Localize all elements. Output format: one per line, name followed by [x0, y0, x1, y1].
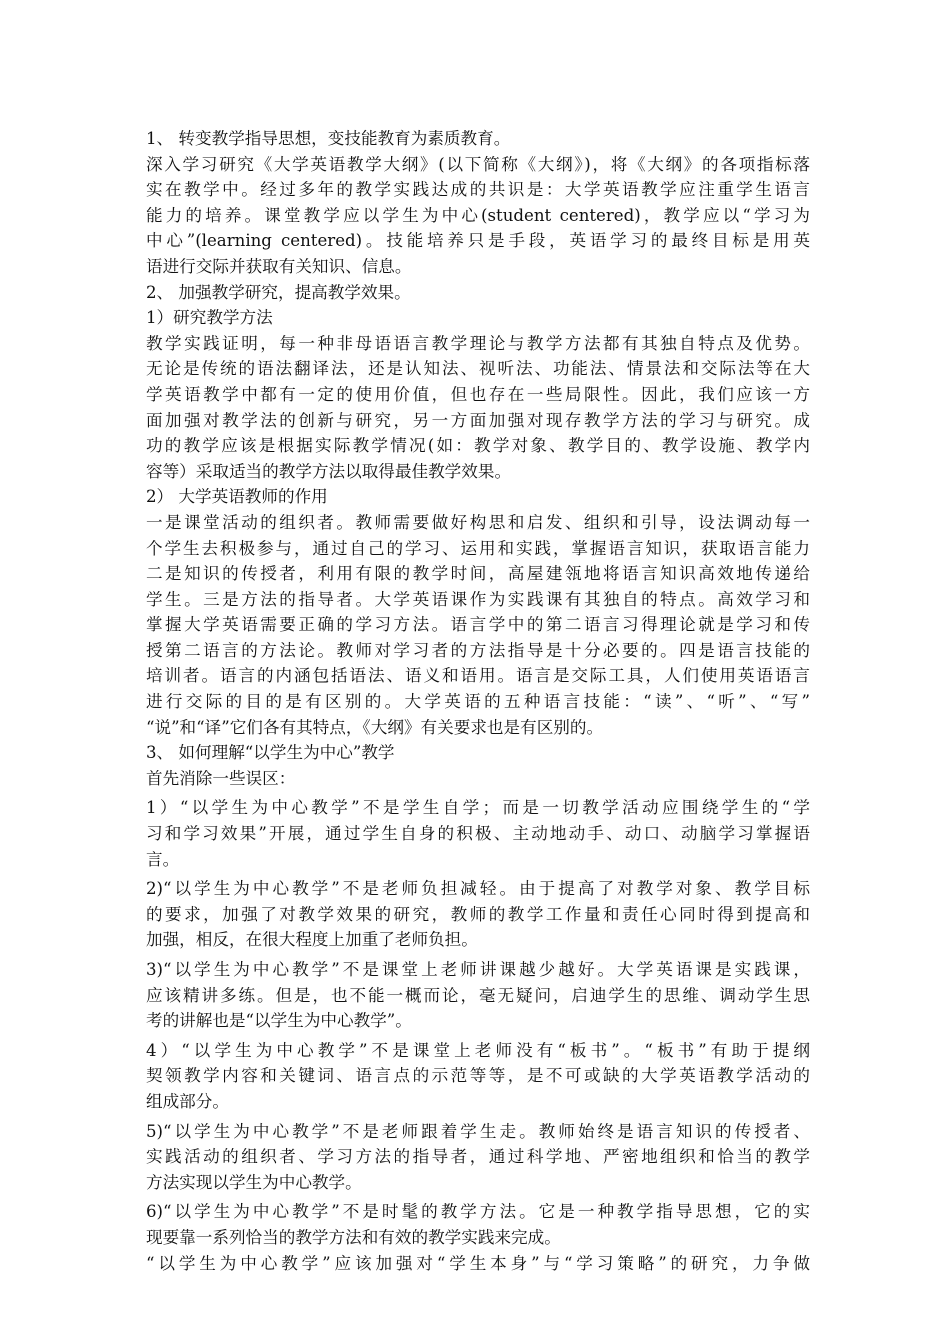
- section-1-paragraph: [146, 152, 810, 280]
- item-line: 习和学习效果”开展，通过学生自身的积极、主动地动手、动口、动脑学习掌握语: [146, 824, 810, 844]
- paragraph-line: “说”和“译”它们各有其特点，《大纲》有关要求也是有区别的。: [146, 717, 604, 737]
- item-line: 3)“以学生为中心教学”不是课堂上老师讲课越少越好。大学英语课是实践课，: [146, 960, 810, 979]
- item-line: 言。: [146, 849, 180, 869]
- paragraph-line: 个学生去积极参与，通过自己的学习、运用和实践，掌握语言知识，获取语言能力: [146, 538, 810, 558]
- paragraph-line: 中心”(learning centered)。技能培养只是手段，英语学习的最终目标是用英: [146, 231, 810, 251]
- paragraph-line: 能力的培养。课堂教学应以学生为中心(student centered)，教学应以“学习为: [146, 205, 810, 225]
- paragraph-line: 无论是传统的语法翻译法，还是认知法、视听法、功能法、情景法和交际法等在大: [146, 359, 810, 379]
- item-line: 1）“以学生为中心教学”不是学生自学；而是一切教学活动应围绕学生的“学: [146, 798, 810, 818]
- paragraph-line: 容等）采取适当的教学方法以取得最佳教学效果。: [146, 461, 512, 481]
- subsection-1-heading: 1）研究教学方法: [146, 308, 273, 328]
- section-2-heading: 2、 加强教学研究，提高教学效果。: [146, 282, 411, 302]
- item-line: 实践活动的组织者、学习方法的指导者，通过科学地、严密地组织和恰当的教学: [146, 1147, 810, 1167]
- misconception-item-6: [146, 1199, 810, 1250]
- misconception-item-4: [146, 1038, 810, 1115]
- subsection-2-paragraph: [146, 510, 810, 740]
- item-line: 5)“以学生为中心教学”不是老师跟着学生走。教师始终是语言知识的传授者、: [146, 1121, 810, 1141]
- item-line: 4）“以学生为中心教学”不是课堂上老师没有“板书”。“板书”有助于提纲: [146, 1040, 810, 1060]
- section-3-heading: 3、 如何理解“以学生为中心”教学: [146, 743, 395, 763]
- item-line: 考的讲解也是“以学生为中心教学”。: [146, 1011, 412, 1031]
- section-3-intro: 首先消除一些误区：: [146, 768, 296, 788]
- closing-line: “以学生为中心教学”应该加强对“学生本身”与“学习策略”的研究，力争做: [146, 1253, 810, 1273]
- misconception-item-5: [146, 1119, 810, 1196]
- item-line: 方法实现以学生为中心教学。: [146, 1172, 362, 1192]
- paragraph-line: 学生。三是方法的指导者。大学英语课作为实践课有其独自的特点。高效学习和: [146, 589, 810, 609]
- paragraph-line: 学英语教学中都有一定的使用价值，但也存在一些局限性。因此，我们应该一方: [146, 384, 810, 404]
- item-line: 契领教学内容和关键词、语言点的示范等等，是不可或缺的大学英语教学活动的: [146, 1066, 810, 1086]
- paragraph-line: 一是课堂活动的组织者。教师需要做好构思和启发、组织和引导，设法调动每一: [146, 512, 810, 532]
- misconception-item-3: [146, 957, 810, 1034]
- paragraph-line: 授第二语言的方法论。教师对学习者的方法指导是十分必要的。四是语言技能的: [146, 640, 810, 660]
- paragraph-line: 进行交际的目的是有区别的。大学英语的五种语言技能：“读”、“听”、“写”: [146, 692, 810, 712]
- item-line: 现要靠一系列恰当的教学方法和有效的教学实践来完成。: [146, 1227, 561, 1247]
- item-line: 的要求，加强了对教学效果的研究，教师的教学工作量和责任心同时得到提高和: [146, 904, 810, 924]
- paragraph-line: 功的教学应该是根据实际教学情况(如：教学对象、教学目的、教学设施、教学内: [146, 436, 810, 456]
- paragraph-line: 语进行交际并获取有关知识、信息。: [146, 256, 412, 276]
- item-line: 2)“以学生为中心教学”不是老师负担减轻。由于提高了对教学对象、教学目标: [146, 879, 810, 899]
- section-1-heading: 1、 转变教学指导思想，变技能教育为素质教育。: [146, 129, 511, 148]
- paragraph-line: 掌握大学英语需要正确的学习方法。语言学中的第二语言习得理论就是学习和传: [146, 615, 810, 635]
- paragraph-line: 面加强对教学法的创新与研究，另一方面加强对现存教学方法的学习与研究。成: [146, 410, 810, 430]
- paragraph-line: 二是知识的传授者，利用有限的教学时间，高屋建瓴地将语言知识高效地传递给: [146, 564, 810, 584]
- document-body: [146, 126, 810, 1276]
- subsection-1-paragraph: [146, 331, 810, 485]
- paragraph-line: 培训者。语言的内涵包括语法、语义和语用。语言是交际工具，人们使用英语语言: [146, 666, 810, 686]
- paragraph-line: 深入学习研究《大学英语教学大纲》(以下简称《大纲》)，将《大纲》的各项指标落: [146, 154, 810, 174]
- misconception-item-2: [146, 876, 810, 953]
- paragraph-line: 实在教学中。经过多年的教学实践达成的共识是：大学英语教学应注重学生语言: [146, 180, 810, 200]
- item-line: 组成部分。: [146, 1091, 229, 1111]
- item-line: 6)“以学生为中心教学”不是时髦的教学方法。它是一种教学指导思想，它的实: [146, 1202, 810, 1222]
- item-line: 应该精讲多练。但是，也不能一概而论，毫无疑问，启迪学生的思维、调动学生思: [146, 985, 810, 1005]
- subsection-2-heading: 2） 大学英语教师的作用: [146, 487, 328, 507]
- paragraph-line: 教学实践证明，每一种非母语语言教学理论与教学方法都有其独自特点及优势。: [146, 333, 810, 353]
- item-line: 加强，相反，在很大程度上加重了老师负担。: [146, 930, 478, 950]
- misconception-item-1: [146, 795, 810, 872]
